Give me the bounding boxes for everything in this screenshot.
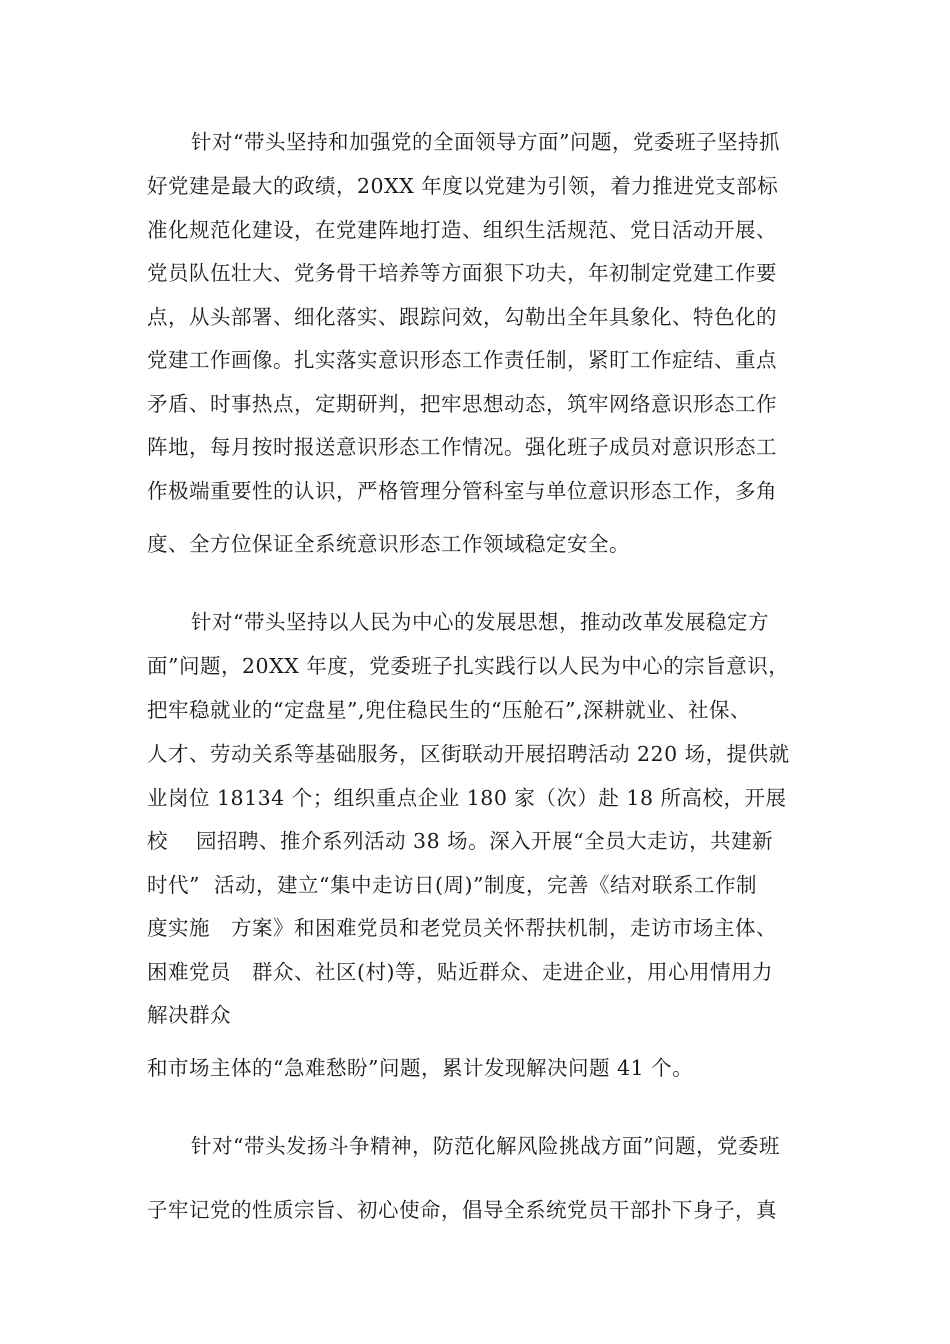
paragraph-2-line-2: 面”问题，20XX 年度，党委班子扎实践行以人民为中心的宗旨意识， <box>147 654 790 678</box>
paragraph-1-line-1: 针对“带头坚持和加强党的全面领导方面”问题，党委班子坚持抓 <box>191 130 780 154</box>
paragraph-1-line-9: 作极端重要性的认识，严格管理分管科室与单位意识形态工作，多角 <box>147 479 777 503</box>
paragraph-2-line-10: 解决群众 <box>147 1003 231 1027</box>
paragraph-3-line-2: 子牢记党的性质宗旨、初心使命，倡导全系统党员干部扑下身子，真 <box>147 1198 777 1222</box>
paragraph-2-line-1: 针对“带头坚持以人民为中心的发展思想，推动改革发展稳定方 <box>191 610 769 634</box>
paragraph-2-line-5: 业岗位 18134 个；组织重点企业 180 家（次）赴 18 所高校，开展 <box>147 786 787 810</box>
paragraph-1-line-8: 阵地，每月按时报送意识形态工作情况。强化班子成员对意识形态工 <box>147 435 777 459</box>
paragraph-1-line-4: 党员队伍壮大、党务骨干培养等方面狠下功夫，年初制定党建工作要 <box>147 261 777 285</box>
paragraph-1-line-10: 度、全方位保证全系统意识形态工作领域稳定安全。 <box>147 532 630 556</box>
paragraph-1-line-7: 矛盾、时事热点，定期研判，把牢思想动态，筑牢网络意识形态工作 <box>147 392 777 416</box>
paragraph-2-line-4: 人才、劳动关系等基础服务，区街联动开展招聘活动 220 场，提供就 <box>147 742 790 766</box>
paragraph-1-line-6: 党建工作画像。扎实落实意识形态工作责任制，紧盯工作症结、重点 <box>147 348 777 372</box>
paragraph-1-line-2: 好党建是最大的政绩，20XX 年度以党建为引领，着力推进党支部标 <box>147 174 779 198</box>
paragraph-2-line-3: 把牢稳就业的“定盘星”,兜住稳民生的“压舱石”,深耕就业、社保、 <box>147 698 751 722</box>
paragraph-1-line-3: 准化规范化建设，在党建阵地打造、组织生活规范、党日活动开展、 <box>147 218 777 242</box>
paragraph-2-line-9: 困难党员 群众、社区(村)等，贴近群众、走进企业，用心用情用力 <box>147 960 773 984</box>
paragraph-2-line-8: 度实施 方案》和困难党员和老党员关怀帮扶机制，走访市场主体、 <box>147 916 777 940</box>
paragraph-2-line-11: 和市场主体的“急难愁盼”问题，累计发现解决问题 41 个。 <box>147 1056 694 1080</box>
paragraph-1-line-5: 点，从头部署、细化落实、跟踪问效，勾勒出全年具象化、特色化的 <box>147 305 777 329</box>
paragraph-2-line-6: 校 园招聘、推介系列活动 38 场。深入开展“全员大走访，共建新 <box>147 829 774 853</box>
paragraph-3-line-1: 针对“带头发扬斗争精神，防范化解风险挑战方面”问题，党委班 <box>191 1134 780 1158</box>
paragraph-2-line-7: 时代” 活动，建立“集中走访日(周)”制度，完善《结对联系工作制 <box>147 873 757 897</box>
